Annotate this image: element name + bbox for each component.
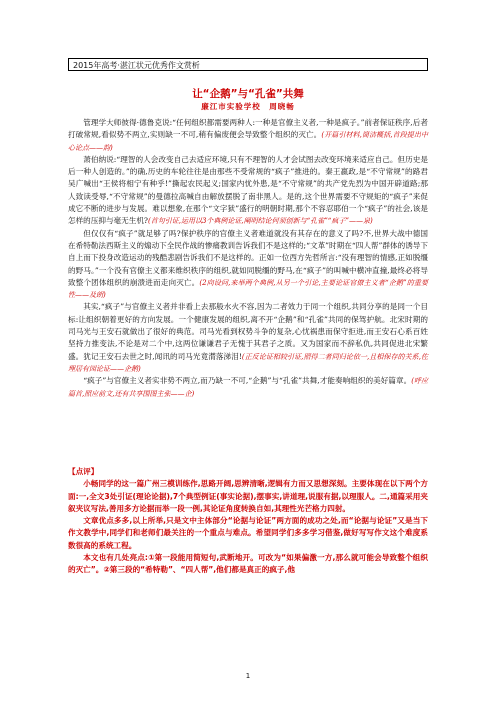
essay-author: 廉江市实验学校 周晓畅: [201, 102, 295, 111]
margin-note: (正反论证相较引证,照得二者同归论依一,且相保存的关系,佐理居有园论证——企鹅): [68, 352, 428, 373]
paragraph-text: 管理学大师彼得·德鲁克说:“任何组织都需要两种人:一种是官僚主义者,一种是疯子。”前者保证秩序,后者打破常规,看似势不两立,实则缺一不可,稍有偏废便会导致整个组织的灭亡。: [68, 118, 428, 140]
commentary-heading: 【点评】: [68, 467, 99, 476]
essay-title: 让“企鹅”与“孔雀”共舞: [192, 88, 304, 100]
essay-paragraph: [68, 228, 428, 302]
commentary-paragraph: 小畅同学的这一篇广州三模训练作,思路开阔,思辨清晰,逻辑有力而又思想深刻。主要体现在以下两个方面:一,全文3处引证(理论论据),7个典型例证(事实论据),摆事实,讲道理,说服有据,以理服人。二,通篇采用夹叙夹议写法,善用多方论据而举一段一例,其论证角度转换自如,其理性光芒格力四射。: [68, 479, 428, 513]
page-number: 1: [245, 672, 251, 680]
paragraph-text: “疯子”与官僚主义者实非势不两立,而乃缺一不可,“企鹅”与“孔雀”共舞,才能奏响组织的美好篇章。: [83, 376, 412, 386]
essay-body: [68, 117, 428, 400]
essay-paragraph: [68, 375, 428, 400]
essay-paragraph: [68, 117, 428, 154]
margin-note: (首句引证,运用以3个典例论证,阐明结论何须创新与“孔雀”“疯子”——泉): [148, 217, 373, 226]
margin-note: (开篇引材料,简洁概括,首段提出中心论点——韵): [68, 131, 428, 152]
essay-paragraph: [68, 154, 428, 228]
commentary-paragraph: 文章优点多多,以上所举,只是文中主体部分“论据与论证”两方面的成功之处,而“论据与论证”又是当下作文教学中,同学们和老师们最关注的一个重点与难点。希望同学们多多学习借鉴,做好写写作文这个难度系数很高的系统工程。: [68, 516, 428, 550]
paragraph-text: 萧伯纳说:“理智的人会改变自己去适应环境,只有不理智的人才会试图去改变环境来适应自己。但历史是后一种人创造的。”的确,历史的车轮往往是由那些不受常规的“疯子”推进的。秦王嬴政,是“不守常规”的路君吴广喊出“王侯将相宁有种乎!”撕起农民起义;国家内忧外患,是“不守常规”的共产党先烈为中国开辟道路;那人致读受辱,“不守常规”的曼德拉高喊自由解放摆脱了南非黑人。是的,这个世界需要不守规矩的“疯子”来促成它不断的进步与发展。难以想象,在那个“文字狱”盛行的明朝时期,那个不容忍耶伯一个“疯子”的社会,该是怎样的压抑与毫无生机?: [68, 154, 428, 226]
series-header: 2015年高考·湛江状元优秀作文赏析: [68, 58, 428, 71]
margin-note: (2向设问,来举两个典例,从另一个引论,主要论证官僚主义者“企鹅”的重要性——及朗): [68, 278, 428, 300]
paragraph-text: 其实,“疯子”与官僚主义者并非看上去那般水火不容,因为二者效力于同一个组织,共同分享的是同一个目标:让组织朝着更好的方向发展。一个健康发展的组织,离不开“企鹅”和“孔雀”共同的保驾护航。北宋时期的司马光与王安石就做出了很好的典范。司马光看到权势斗争的复杂,心忧祸患而保守拒进,而王安石心系百姓坚持力推变法,不论是对二个中,这两位谦谦君子无愧于其君子之质。又为国家而不辞私仇,共同促进北宋繁盛。犹记王安石去世之时,闻讯的司马光竟潸落涕泪!: [68, 302, 428, 361]
paragraph-text: 但仅仅有“疯子”就足够了吗?保护秩序的官僚主义者难道就没有其存在的意义了吗?不,世界大战中德国在希特勒法西斯主义的煽动下全民作战的惨痛教训告诉我们不是这样的;“文革”时期在“四人帮”群体的诱导下自上而下投身改造运动的残酷悲剧告诉我们不是这样的。正如一位西方先哲所言:“没有理智的情感,正如脱缰的野马。”一个没有官僚主义都来维织秩序的组织,就如同脱缰的野马,在“疯子”的叫喊中横冲直撞,最终必将导致整个团体组织的崩溃进而走向灭亡。: [68, 228, 428, 287]
commentary-section: [68, 466, 428, 577]
commentary-paragraph: 本文也有几处亮点:①第一段能用简短句,武断地开。可改为“如果偏激一方,那么就可能会导致整个组织的灭亡”。②第三段的“希特勒”、“四人帮”,他们都是真正的疯子,他: [68, 553, 428, 575]
essay-paragraph: [68, 301, 428, 375]
margin-note: (呼应篇首,照应前文,还有共享围图主张——企): [68, 377, 429, 398]
